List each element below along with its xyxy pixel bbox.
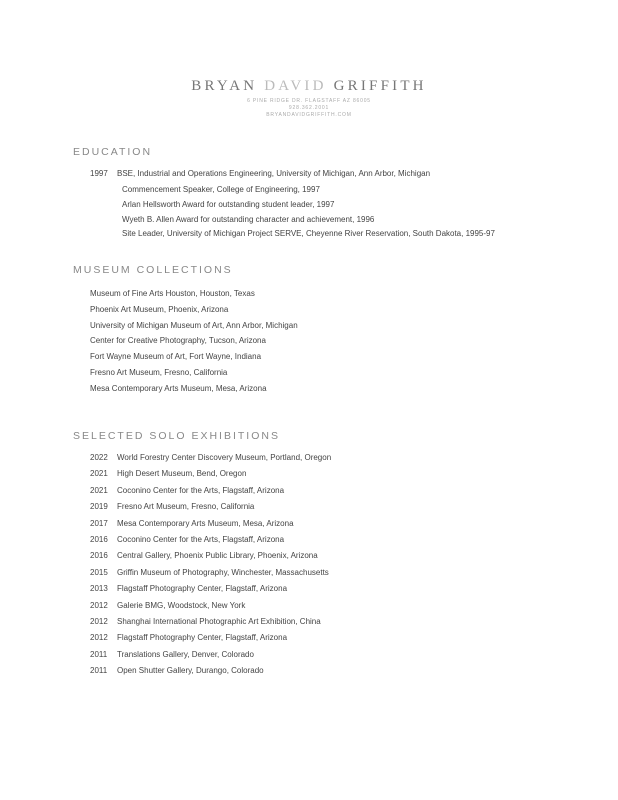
exhibition-item xyxy=(90,601,245,610)
exhibition-item xyxy=(90,453,331,462)
last-name: GRIFFITH xyxy=(333,78,427,94)
exhibition-item xyxy=(90,650,254,659)
collection-item: Mesa Contemporary Arts Museum, Mesa, Arizona xyxy=(90,383,267,393)
artist-name xyxy=(0,78,618,95)
collection-item: Fort Wayne Museum of Art, Fort Wayne, Indiana xyxy=(90,352,262,362)
exhibition-venue: High Desert Museum, Bend, Oregon xyxy=(117,469,247,479)
exhibition-year: 2021 xyxy=(90,469,108,479)
exhibition-item xyxy=(90,486,284,495)
exhibition-year: 2017 xyxy=(90,518,108,528)
exhibition-year: 2016 xyxy=(90,535,108,544)
education-degree xyxy=(90,169,430,178)
exhibition-item xyxy=(90,584,287,593)
exhibition-item xyxy=(90,535,284,544)
exhibition-year: 2019 xyxy=(90,502,108,512)
exhibitions-heading: SELECTED SOLO EXHIBITIONS xyxy=(73,430,280,442)
exhibition-venue: Coconino Center for the Arts, Flagstaff, Arizona xyxy=(117,535,285,544)
collection-item: Fresno Art Museum, Fresno, California xyxy=(90,368,228,377)
middle-name: DAVID xyxy=(264,78,327,94)
education-heading: EDUCATION xyxy=(73,146,153,158)
exhibition-venue: Central Gallery, Phoenix Public Library, Phoenix, Arizona xyxy=(117,551,318,561)
exhibition-item xyxy=(90,568,329,577)
degree-year: 1997 xyxy=(90,169,108,178)
honor-item: Arlan Hellsworth Award for outstanding student leader, 1997 xyxy=(122,199,335,209)
address: 6 PINE RIDGE DR. FLAGSTAFF AZ 86005 xyxy=(247,98,371,104)
collection-item: Phoenix Art Museum, Phoenix, Arizona xyxy=(90,304,229,314)
exhibition-item xyxy=(90,551,318,560)
exhibition-year: 2012 xyxy=(90,617,108,626)
collection-item: Center for Creative Photography, Tucson, Arizona xyxy=(90,336,266,346)
phone: 928.362.2001 xyxy=(288,105,330,111)
exhibition-year: 2012 xyxy=(90,633,108,643)
exhibition-venue: Galerie BMG, Woodstock, New York xyxy=(117,600,246,610)
exhibition-venue: Fresno Art Museum, Fresno, California xyxy=(117,502,255,512)
collection-item: Museum of Fine Arts Houston, Houston, Texas xyxy=(90,289,255,298)
exhibition-item xyxy=(90,666,264,675)
exhibition-item xyxy=(90,519,294,528)
exhibition-venue: Griffin Museum of Photography, Winchester, Massachusetts xyxy=(117,567,329,577)
exhibition-year: 2013 xyxy=(90,584,108,594)
exhibition-venue: Shanghai International Photographic Art Exhibition, China xyxy=(117,617,321,626)
honor-item: Site Leader, University of Michigan Project SERVE, Cheyenne River Reservation, South Dakota, 1995-97 xyxy=(122,229,495,239)
exhibition-venue: Open Shutter Gallery, Durango, Colorado xyxy=(117,666,264,676)
honor-item: Wyeth B. Allen Award for outstanding character and achievement, 1996 xyxy=(122,214,375,224)
exhibition-year: 2022 xyxy=(90,453,108,462)
exhibition-venue: Translations Gallery, Denver, Colorado xyxy=(117,649,254,659)
exhibition-item xyxy=(90,469,246,478)
exhibition-year: 2021 xyxy=(90,485,108,495)
exhibition-year: 2016 xyxy=(90,551,108,561)
exhibition-venue: Mesa Contemporary Arts Museum, Mesa, Arizona xyxy=(117,518,294,528)
exhibition-venue: Coconino Center for the Arts, Flagstaff, Arizona xyxy=(117,485,285,495)
exhibition-item xyxy=(90,617,321,626)
first-name: BRYAN xyxy=(191,78,258,94)
exhibition-year: 2015 xyxy=(90,567,108,577)
exhibition-venue: Flagstaff Photography Center, Flagstaff, Arizona xyxy=(117,633,288,643)
exhibition-year: 2011 xyxy=(90,666,108,676)
website: BRYANDAVIDGRIFFITH.COM xyxy=(266,112,352,118)
collections-heading: MUSEUM COLLECTIONS xyxy=(73,264,233,276)
exhibition-year: 2011 xyxy=(90,649,108,659)
collection-item: University of Michigan Museum of Art, Ann Arbor, Michigan xyxy=(90,320,298,330)
degree-text: BSE, Industrial and Operations Engineering, University of Michigan, Ann Arbor, Michigan xyxy=(117,169,431,178)
exhibition-item xyxy=(90,502,254,511)
exhibition-year: 2012 xyxy=(90,600,108,610)
exhibition-venue: World Forestry Center Discovery Museum, Portland, Oregon xyxy=(117,453,332,462)
exhibition-item xyxy=(90,633,287,642)
exhibition-venue: Flagstaff Photography Center, Flagstaff, Arizona xyxy=(117,584,288,594)
honor-item: Commencement Speaker, College of Engineering, 1997 xyxy=(122,185,320,194)
